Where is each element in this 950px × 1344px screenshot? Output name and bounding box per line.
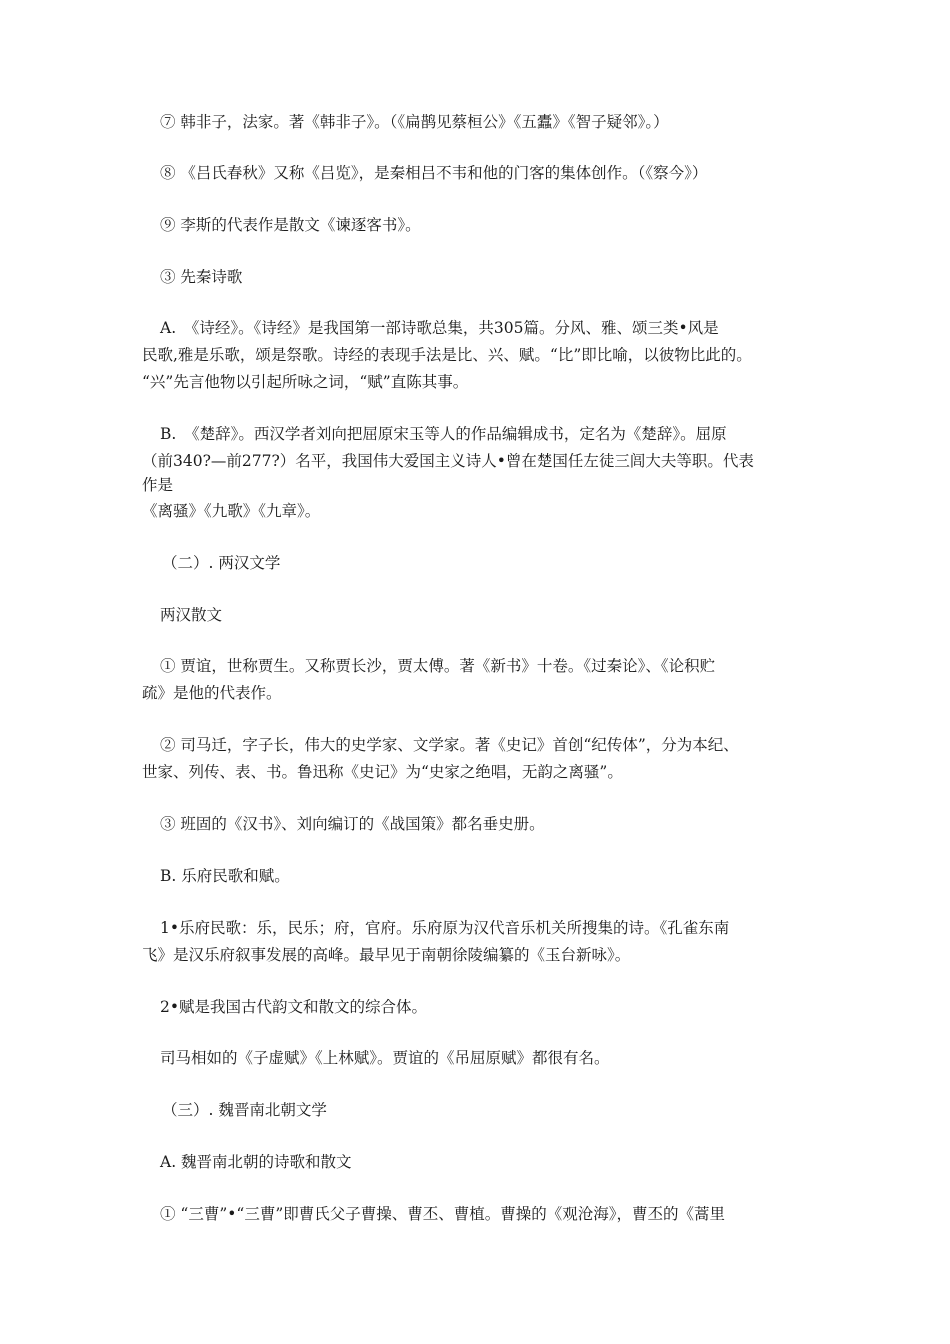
text-line: 两汉散文 xyxy=(160,606,223,624)
text-line: 世家、列传、表、书。鲁迅称《史记》为“史家之绝唱，无韵之离骚”。 xyxy=(142,763,623,781)
text-line: ③ 班固的《汉书》、刘向编订的《战国策》都名垂史册。 xyxy=(160,815,545,833)
text-line: 司马相如的《子虚赋》《上林赋》。贾谊的《吊屈原赋》都很有名。 xyxy=(160,1049,610,1067)
text-line: ① 贾谊，世称贾生。又称贾长沙，贾太傅。著《新书》十卷。《过秦论》、《论积贮 xyxy=(160,657,716,675)
text-line: B. 《楚辞》。西汉学者刘向把屈原宋玉等人的作品编辑成书，定名为《楚辞》。屈原 xyxy=(160,425,727,443)
text-line: ① “三曹”•“三曹”即曹氏父子曹操、曹丕、曹植。曹操的《观沧海》，曹丕的《蒿里 xyxy=(160,1205,726,1223)
text-line: “兴”先言他物以引起所咏之词，“赋”直陈其事。 xyxy=(142,373,469,391)
text-line: ② 司马迁，字子长，伟大的史学家、文学家。著《史记》首创“纪传体”，分为本纪、 xyxy=(160,736,739,754)
text-line: B. 乐府民歌和赋。 xyxy=(160,867,290,885)
text-line: ⑦ 韩非子，法家。著《韩非子》。（《扁鹊见蔡桓公》《五蠹》《智子疑邻》。） xyxy=(160,113,669,131)
text-line: ③ 先秦诗歌 xyxy=(160,268,243,286)
text-line: （三）. 魏晋南北朝文学 xyxy=(162,1101,327,1119)
text-line: 疏》是他的代表作。 xyxy=(142,684,282,702)
text-line: （前340?—前277?）名平，我国伟大爱国主义诗人•曾在楚国任左徒三闾大夫等职。代表 xyxy=(142,452,754,470)
text-line: 飞》是汉乐府叙事发展的高峰。最早见于南朝徐陵编纂的《玉台新咏》。 xyxy=(142,946,631,964)
text-line: 作是 xyxy=(142,476,174,494)
text-line: 1•乐府民歌：乐，民乐；府，官府。乐府原为汉代音乐机关所搜集的诗。《孔雀东南 xyxy=(160,919,730,937)
text-line: ⑧ 《吕氏春秋》又称《吕览》，是秦相吕不韦和他的门客的集体创作。（《察今》） xyxy=(160,164,708,182)
text-line: （二）. 两汉文学 xyxy=(162,554,281,572)
text-line: ⑨ 李斯的代表作是散文《谏逐客书》。 xyxy=(160,216,421,234)
text-line: 《离骚》《九歌》《九章》。 xyxy=(142,502,321,520)
text-line: 民歌,雅是乐歌，颂是祭歌。诗经的表现手法是比、兴、赋。“比”即比喻，以彼物比此的。 xyxy=(142,346,752,364)
text-line: A. 《诗经》。《诗经》是我国第一部诗歌总集，共305篇。分风、雅、颂三类•风是 xyxy=(160,319,719,337)
text-line: 2•赋是我国古代韵文和散文的综合体。 xyxy=(160,998,428,1016)
text-line: A. 魏晋南北朝的诗歌和散文 xyxy=(160,1153,352,1171)
